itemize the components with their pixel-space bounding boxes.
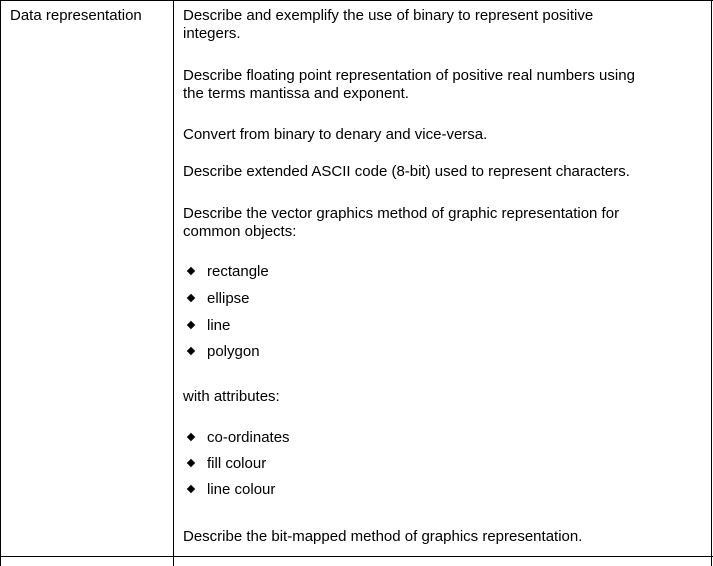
list-item: ellipse [187,290,250,308]
paragraph-floating-line1: Describe floating point representation of positive real numbers using [183,67,635,84]
paragraph-vector-line2: common objects: [183,223,297,240]
paragraph-binary-line2: integers. [183,25,241,42]
table-top-border [1,0,713,1]
list-item: co-ordinates [187,429,290,447]
column-divider [173,0,174,566]
bullet-icon [187,459,195,467]
bullet-icon [187,267,195,275]
topic-cell: Data representation [10,7,142,24]
bullet-icon [187,321,195,329]
list-item: polygon [187,343,260,361]
paragraph-binary-line1: Describe and exemplify the use of binary to represent positive [183,7,594,24]
bullet-icon [187,294,195,302]
list-item: rectangle [187,263,269,281]
list-item: line [187,317,230,335]
paragraph-ascii: Describe extended ASCII code (8-bit) used to represent characters. [183,163,630,180]
bullet-icon [187,485,195,493]
paragraph-convert: Convert from binary to denary and vice-versa. [183,126,488,143]
paragraph-attributes: with attributes: [183,388,280,405]
list-item: line colour [187,481,275,499]
bullet-icon [187,347,195,355]
list-item: fill colour [187,455,266,473]
paragraph-floating-line2: the terms mantissa and exponent. [183,85,409,102]
table-bottom-border [1,556,713,557]
paragraph-vector-line1: Describe the vector graphics method of graphic representation for [183,205,620,222]
paragraph-bitmap: Describe the bit-mapped method of graphics representation. [183,528,583,545]
bullet-icon [187,433,195,441]
